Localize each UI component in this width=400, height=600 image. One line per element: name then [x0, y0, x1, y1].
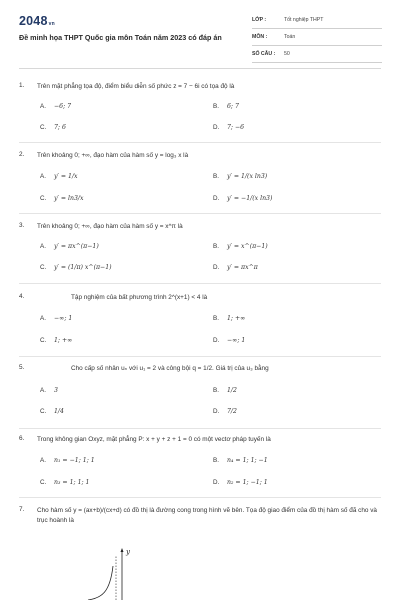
exam-meta — [252, 14, 382, 65]
question-divider — [19, 142, 381, 143]
option-a[interactable]: A. y′ = πx^(π−1) — [40, 243, 99, 250]
question-text: Trên mặt phẳng tọa độ, điểm biểu diễn số phức z = 7 − 6i có tọa độ là — [37, 83, 235, 90]
question-divider — [19, 213, 381, 214]
question-number: 1. — [19, 82, 25, 89]
option-b[interactable]: B. y′ = 1/(x ln3) — [213, 173, 268, 180]
question-divider — [19, 283, 381, 284]
header-divider — [19, 68, 381, 69]
question-divider — [19, 497, 381, 498]
exam-header — [0, 0, 400, 66]
meta-key: SỐ CÂU : — [252, 51, 276, 57]
option-d[interactable]: D. −∞; 1 — [213, 337, 246, 344]
option-c[interactable]: C. y′ = ln3/x — [40, 195, 84, 202]
question-text: Tập nghiệm của bất phương trình 2^(x+1) < 4 là — [71, 294, 208, 301]
function-graph — [80, 548, 200, 600]
meta-row-subject — [252, 31, 382, 46]
question-number: 7. — [19, 506, 25, 513]
meta-key: MÔN : — [252, 34, 268, 40]
option-b[interactable]: B. n₄ = 1; 1; −1 — [213, 457, 268, 464]
question-number: 2. — [19, 151, 25, 158]
option-b[interactable]: B. 6; 7 — [213, 103, 239, 110]
graph-curve-left — [88, 566, 113, 600]
option-c[interactable]: C. 1; +∞ — [40, 337, 73, 344]
option-d[interactable]: D. 7/2 — [213, 408, 237, 415]
question-number: 6. — [19, 435, 25, 442]
question-number: 5. — [19, 364, 25, 371]
meta-value: Toán — [284, 34, 296, 40]
question-text: Trên khoảng 0; +∞, đạo hàm của hàm số y = x^π là — [37, 223, 183, 230]
y-axis-arrow — [121, 548, 124, 552]
option-c[interactable]: C. 1/4 — [40, 408, 64, 415]
option-d[interactable]: D. 7; −6 — [213, 124, 245, 131]
option-d[interactable]: D. n₂ = 1; −1; 1 — [213, 479, 268, 486]
option-b[interactable]: B. y′ = x^(π−1) — [213, 243, 268, 250]
question-text: Trong không gian Oxyz, mặt phẳng P: x + y + z + 1 = 0 có một vectơ pháp tuyến là — [37, 436, 271, 443]
option-b[interactable]: B. 1/2 — [213, 387, 237, 394]
meta-value: Tốt nghiệp THPT — [284, 17, 324, 23]
option-c[interactable]: C. n₃ = 1; 1; 1 — [40, 479, 90, 486]
option-a[interactable]: A. −6; 7 — [40, 103, 72, 110]
graph-svg — [80, 548, 200, 600]
meta-row-class — [252, 14, 382, 29]
question-divider — [19, 428, 381, 429]
option-c[interactable]: C. y′ = (1/π) x^(π−1) — [40, 264, 112, 271]
option-a[interactable]: A. n₁ = −1; 1; 1 — [40, 457, 95, 464]
meta-row-count — [252, 48, 382, 63]
question-divider — [19, 356, 381, 357]
y-axis-label: y — [126, 548, 130, 556]
meta-value: 50 — [284, 51, 290, 57]
question-number: 3. — [19, 222, 25, 229]
option-b[interactable]: B. 1; +∞ — [213, 315, 246, 322]
question-text: Cho cấp số nhân uₙ với u₁ = 2 và công bội q = 1/2. Giá trị của u₃ bằng — [71, 365, 269, 372]
question-number: 4. — [19, 293, 25, 300]
question-text: Trên khoảng 0; +∞, đạo hàm của hàm số y = log₃ x là — [37, 152, 189, 159]
option-a[interactable]: A. 3 — [40, 387, 58, 394]
option-a[interactable]: A. −∞; 1 — [40, 315, 73, 322]
site-logo[interactable]: 2048vn — [19, 14, 55, 28]
meta-key: LỚP : — [252, 17, 267, 23]
question-text: Cho hàm số y = (ax+b)/(cx+d) có đồ thị là đường cong trong hình vẽ bên. Tọa độ giao điểm của đồ thị hàm số đã cho và trục hoành là — [37, 507, 377, 524]
option-a[interactable]: A. y′ = 1/x — [40, 173, 78, 180]
option-c[interactable]: C. 7; 6 — [40, 124, 66, 131]
exam-title: Đề minh họa THPT Quốc gia môn Toán năm 2023 có đáp án — [19, 33, 222, 42]
option-d[interactable]: D. y′ = πx^π — [213, 264, 258, 271]
option-d[interactable]: D. y′ = −1/(x ln3) — [213, 195, 273, 202]
